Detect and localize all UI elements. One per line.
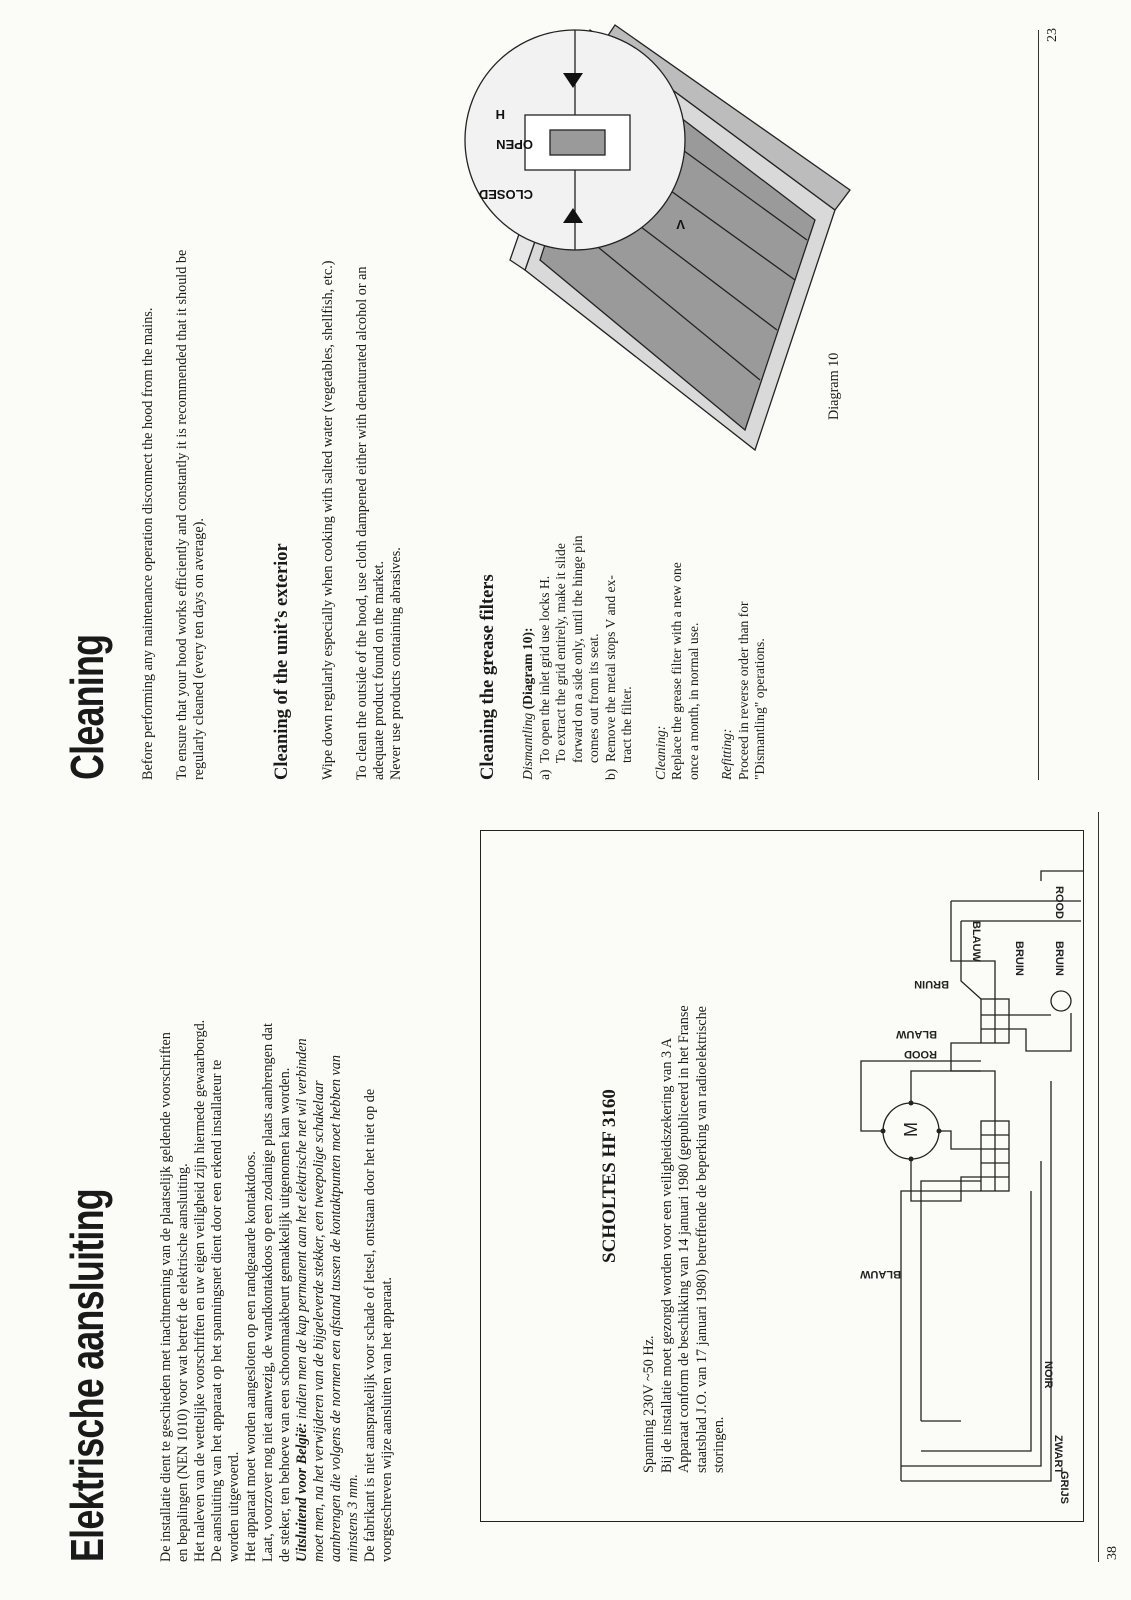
para-line-5: worden uitgevoerd. (226, 1451, 242, 1562)
step-6: tract the filter. (619, 686, 634, 780)
para-line-8: de steker, ten behoeve van een schoonmaakbeurt gemakkelijk uitgenomen kan worden. (277, 1067, 293, 1562)
wire-bruin-2: BRUIN (1053, 941, 1065, 976)
exterior-2b: adequate product found on the market. (371, 560, 387, 780)
para-line-4: De aansluiting van het apparaat op het spanningsnet dient door een erkend installateur te (209, 1059, 225, 1562)
dismantling-section (520, 450, 769, 780)
right-bottom-rule (1038, 30, 1039, 780)
refitting-2: "Dismantling" operations. (752, 638, 767, 780)
liability-line-1: De fabrikant is niet aansprakelijk voor schade of letsel, ontstaan door het niet op de (362, 1088, 378, 1562)
wire-bruin-1: BRUIN (914, 978, 949, 990)
wiring-diagram-box (480, 830, 1084, 1522)
box-line-4: staatsblad J.O. van 17 januari 1980) betreffende de beperking van radioelektrische (693, 1006, 710, 1473)
lamp-icon (1051, 991, 1071, 1011)
wire-blauw-1: BLAUW (860, 1268, 901, 1280)
dismantling-title (520, 450, 537, 780)
motor-symbol: M (901, 1122, 921, 1137)
belgium-text-3: aanbrengen die volgens de normen een afstand tussen de kontaktpunten moet hebben van (328, 1055, 344, 1562)
wire-bruin-3: BRUIN (1013, 941, 1025, 976)
wiring-schematic (481, 831, 1083, 1521)
step-1: a) To open the inlet grid use locks H. (536, 575, 552, 780)
cleaning-label-text: Cleaning: (652, 725, 668, 780)
grease-filter-diagram (455, 0, 875, 470)
exterior-2a: To clean the outside of the hood, use cloth dampened either with denaturated alcohol or an (354, 266, 370, 780)
step-4: comes out from its seat. (586, 633, 601, 780)
cleaning-1: Replace the grease filter with a new one (669, 562, 684, 780)
wire-zwart: ZWART (1052, 1435, 1064, 1475)
left-page-number: 38 (1105, 1546, 1120, 1560)
intro-1: Before performing any maintenance operation disconnect the hood from the mains. (140, 307, 156, 780)
exterior-1: Wipe down regularly especially when cooking with salted water (vegetables, shellfish, etc.) (320, 260, 336, 780)
right-page-number: 23 (1045, 28, 1060, 42)
wire-blauw-2: BLAUW (896, 1028, 937, 1040)
left-bottom-rule (1098, 812, 1099, 1562)
step-2: To extract the grid entirely, make it slide (553, 543, 568, 780)
step-3: forward on a side only, until the hinge pin (569, 535, 585, 780)
diagram-caption: Diagram 10 (826, 352, 842, 420)
label-open: OPEN (496, 137, 533, 152)
liability-line-2: voorgeschreven wijze aansluiten van het apparaat. (379, 1277, 395, 1562)
refitting-1: Proceed in reverse order than for (735, 601, 751, 780)
exterior-heading: Cleaning of the unit’s exterior (272, 543, 292, 780)
box-line-2: Bij de installatie moet gezorgd worden voor een veiligheidszekering van 3 A (658, 1037, 675, 1473)
belgium-line-2 (311, 842, 328, 1562)
belgium-label: Uitsluitend voor België: (294, 1422, 310, 1562)
box-line-1: Spanning 230V ~50 Hz. (641, 1335, 657, 1473)
refitting-label-text: Refitting: (719, 728, 734, 780)
para-line-3: Het naleven van de wettelijke voorschriften en uw eigen veiligheid zijn hiermede gewaarborgd. (192, 1019, 208, 1562)
refitting-label (719, 450, 736, 780)
para-line-1: De installatie dient te geschieden met inachtneming van de plaatselijk geldende voorschriften (158, 1032, 174, 1562)
left-body-text (158, 842, 396, 1562)
wire-noir: NOIR (1042, 1361, 1054, 1389)
belgium-text-4: minstens 3 mm. (345, 1474, 361, 1562)
step-5: b) Remove the metal stops V and ex- (602, 575, 618, 780)
label-closed: CLOSED (478, 187, 533, 202)
belgium-line-4 (345, 842, 362, 1562)
dismantling-ref: (Diagram 10): (520, 627, 535, 713)
cleaning-2: once a month, in normal use. (685, 622, 701, 780)
right-intro (140, 20, 208, 780)
label-v: V (676, 217, 685, 232)
exterior-2c: Never use products containing abrasives. (388, 547, 404, 780)
para-line-7: Laat, voorzover nog niet aanwezig, de wandkontakdoos op een zodanige plaats aanbrengen dat (260, 1023, 276, 1562)
model-title: SCHOLTES HF 3160 (599, 1089, 620, 1263)
grease-heading: Cleaning the grease filters (478, 574, 498, 780)
label-h: H (495, 107, 505, 122)
wire-rood-2: ROOD (1053, 886, 1065, 919)
para-line-6: Het apparaat moet worden aangesloten op een randgeaarde kontaktdoos. (243, 1151, 259, 1562)
dismantling-label: Dismantling (520, 712, 535, 780)
wire-grijs: GRIJS (1058, 1471, 1070, 1505)
left-page-title: Elektrische aansluiting (61, 1189, 113, 1562)
cleaning-label (653, 450, 670, 780)
para-line-2: en bepalingen (NEN 1010) voor wat betreft de elektrische aansluiting. (175, 1163, 191, 1562)
box-line-3: Apparaat conform de beschikking van 14 januari 1980 (gepubliceerd in het Franse (676, 1005, 692, 1473)
intro-2b: regularly cleaned (every ten days on average). (191, 518, 207, 780)
belgium-text-1: indien men de kap permanent aan het elektrische net wil verbinden (294, 1038, 310, 1423)
intro-2a: To ensure that your hood works efficiently and constantly it is recommended that it should be (174, 249, 190, 780)
right-page-title: Cleaning (61, 634, 113, 780)
belgium-line-1 (294, 842, 311, 1562)
belgium-text-2: moet men, na het verwijderen van de bijgeleverde stekker, een tweepolige schakelaar (311, 1080, 327, 1562)
box-line-5: storingen. (711, 1416, 727, 1473)
wire-rood-1: ROOD (904, 1048, 937, 1060)
belgium-line-3 (328, 842, 345, 1562)
wire-blauw-3: BLAUW (970, 921, 982, 962)
exterior-text (320, 20, 405, 780)
